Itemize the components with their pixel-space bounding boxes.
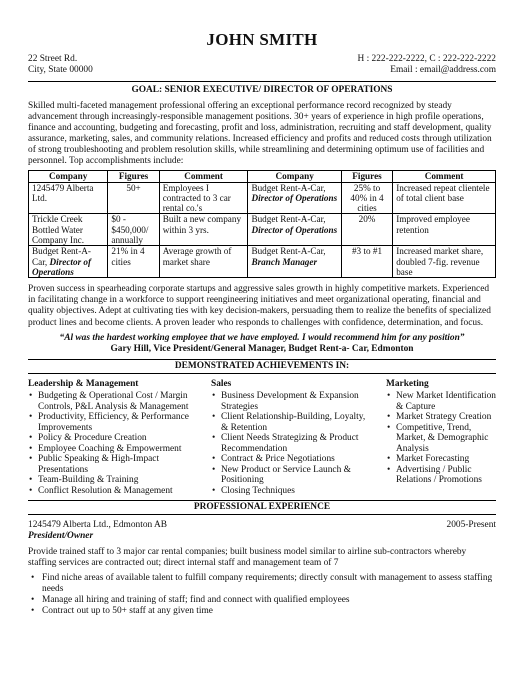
- figures-cell: 50+: [108, 182, 159, 214]
- summary-paragraph: Skilled multi-faceted management professional offering an exceptional performance record recognized by steady advancement through increasingly-responsible management positions. 30+ years of experience in high profile operations, finance and accounting, budgeting and forecasting, profit and loss, administration, recruiting and staff development, quality assurance, marketing, sales, and community relations. Increased efficiency and profits and reduced costs through utilization of strong troubleshooting and problem resolution skills, while streamlining and determining optimum use of facilities and personnel. Top accomplishments include:: [28, 100, 492, 167]
- list-item: • Public Speaking & High-Impact Presentations: [28, 454, 200, 475]
- col-header-comment: Comment: [393, 171, 496, 182]
- figures-cell: 20%: [341, 214, 392, 246]
- list-item: • Productivity, Efficiency, & Performance Improvements: [28, 412, 200, 433]
- testimonial-author: Gary Hill, Vice President/General Manager, Budget Rent-a- Car, Edmonton: [110, 343, 414, 354]
- leadership-title: Leadership & Management: [28, 378, 139, 389]
- marketing-column: [386, 379, 496, 496]
- email-line: Email : email@address.com: [390, 65, 496, 76]
- company-cell: [248, 182, 341, 214]
- job-description: Provide trained staff to 3 major car rental companies; built business model similar to airline sub-contractors whereby staffing services are contracted out; direct internal staff and management team of 7: [28, 546, 467, 568]
- leadership-list: [28, 391, 200, 496]
- company-name: Trickle Creek Bottled Water Company Inc.: [32, 214, 85, 246]
- achievements-columns: [28, 379, 496, 496]
- figures-cell: 25% to 40% in 4 cities: [341, 182, 392, 214]
- address-line-1: 22 Street Rd.: [28, 54, 78, 65]
- company-cell: [29, 246, 108, 278]
- comment-cell: Built a new company within 3 yrs.: [159, 214, 248, 246]
- figures-cell: 21% in 4 cities: [108, 246, 159, 278]
- phone-line: H : 222-222-2222, C : 222-222-2222: [357, 54, 496, 65]
- table-row: [29, 182, 496, 214]
- comment-cell: Increased market share, doubled 7-fig. revenue base: [393, 246, 496, 278]
- list-item: • Closing Techniques: [211, 486, 371, 497]
- company-role: Director of Operations: [251, 224, 338, 235]
- address-block: [28, 54, 93, 77]
- testimonial-quote: “Al was the hardest working employee that we have employed. I would recommend him for any position”: [59, 332, 465, 343]
- experience-heading: PROFESSIONAL EXPERIENCE: [28, 500, 496, 515]
- sales-title: Sales: [211, 378, 232, 389]
- contact-block: [28, 54, 496, 77]
- list-item: • Client Relationship-Building, Loyalty, & Retention: [211, 412, 371, 433]
- list-item: • Market Forecasting: [386, 454, 496, 465]
- phone-email-block: [357, 54, 496, 77]
- job-title: President/Owner: [28, 531, 94, 542]
- company-name: Budget Rent-A-Car,: [251, 214, 326, 225]
- comment-cell: Improved employee retention: [393, 214, 496, 246]
- company-role: Director of Operations: [251, 192, 338, 203]
- company-role: Director of Operations: [32, 256, 92, 277]
- table-header-row: [29, 171, 496, 182]
- proven-success-paragraph: Proven success in spearheading corporate startups and aggressive sales growth in highly competitive markets. Experienced in facilitating change in a workforce to support reengineering initiatives and meet organizational operating, financial and quality objectives. Adept at cultivating ties with key decision-makers, persuading them to realize the benefits of specialized product lines and become clients. A proven leader who responds to challenges with confidence, determination, and focus.: [28, 284, 491, 328]
- col-header-company: Company: [29, 171, 108, 182]
- list-item: • New Market Identification & Capture: [386, 391, 496, 412]
- company-name: 1245479 Alberta Ltd.: [32, 182, 94, 203]
- col-header-figures: Figures: [108, 171, 159, 182]
- sales-list: [211, 391, 371, 496]
- marketing-title: Marketing: [386, 378, 429, 389]
- company-name: Budget Rent-A-Car,: [32, 246, 91, 267]
- resume-page: [28, 30, 496, 617]
- sales-column: [211, 379, 371, 496]
- list-item: • Find niche areas of available talent to fulfill company requirements; directly consult with management to assess staffing needs: [28, 573, 496, 595]
- accomplishments-table: [28, 170, 496, 278]
- table-row: [29, 246, 496, 278]
- marketing-list: [386, 391, 496, 486]
- company-name: Budget Rent-A-Car,: [251, 246, 326, 257]
- job-header: [28, 520, 496, 531]
- list-item: • Conflict Resolution & Management: [28, 486, 200, 497]
- achievements-heading: DEMONSTRATED ACHIEVEMENTS IN:: [28, 359, 496, 374]
- list-item: • Contract out up to 50+ staff at any given time: [28, 606, 496, 617]
- col-header-figures: Figures: [341, 171, 392, 182]
- goal-heading: GOAL: SENIOR EXECUTIVE/ DIRECTOR OF OPERATIONS: [131, 84, 393, 95]
- header-divider: [28, 81, 496, 82]
- list-item: • Competitive, Trend, Market, & Demographic Analysis: [386, 423, 496, 455]
- figures-cell: $0 - $450,000/ annually: [108, 214, 159, 246]
- company-cell: [248, 246, 341, 278]
- comment-cell: Employees I contracted to 3 car rental co.'s: [159, 182, 248, 214]
- job-bullets: [28, 573, 496, 617]
- company-cell: [29, 182, 108, 214]
- candidate-name: JOHN SMITH: [206, 30, 318, 49]
- company-cell: [29, 214, 108, 246]
- list-item: • Business Development & Expansion Strategies: [211, 391, 371, 412]
- list-item: • Policy & Procedure Creation: [28, 433, 200, 444]
- job-company: 1245479 Alberta Ltd., Edmonton AB: [28, 520, 168, 531]
- job-dates: 2005-Present: [446, 520, 496, 531]
- list-item: • Contract & Price Negotiations: [211, 454, 371, 465]
- company-cell: [248, 214, 341, 246]
- figures-cell: #3 to #1: [341, 246, 392, 278]
- list-item: • Budgeting & Operational Cost / Margin Controls, P&L Analysis & Management: [28, 391, 200, 412]
- list-item: • Manage all hiring and training of staff; find and connect with qualified employees: [28, 595, 496, 606]
- list-item: • Team-Building & Training: [28, 475, 200, 486]
- col-header-comment: Comment: [159, 171, 248, 182]
- list-item: • Client Needs Strategizing & Product Recommendation: [211, 433, 371, 454]
- company-role: Branch Manager: [251, 256, 318, 267]
- table-row: [29, 214, 496, 246]
- list-item: • New Product or Service Launch & Positioning: [211, 465, 371, 486]
- comment-cell: Average growth of market share: [159, 246, 248, 278]
- address-line-2: City, State 00000: [28, 65, 93, 76]
- col-header-company: Company: [248, 171, 341, 182]
- list-item: • Employee Coaching & Empowerment: [28, 444, 200, 455]
- list-item: • Market Strategy Creation: [386, 412, 496, 423]
- leadership-column: [28, 379, 200, 496]
- list-item: • Advertising / Public Relations / Promotions: [386, 465, 496, 486]
- company-name: Budget Rent-A-Car,: [251, 182, 326, 193]
- comment-cell: Increased repeat clientele of total client base: [393, 182, 496, 214]
